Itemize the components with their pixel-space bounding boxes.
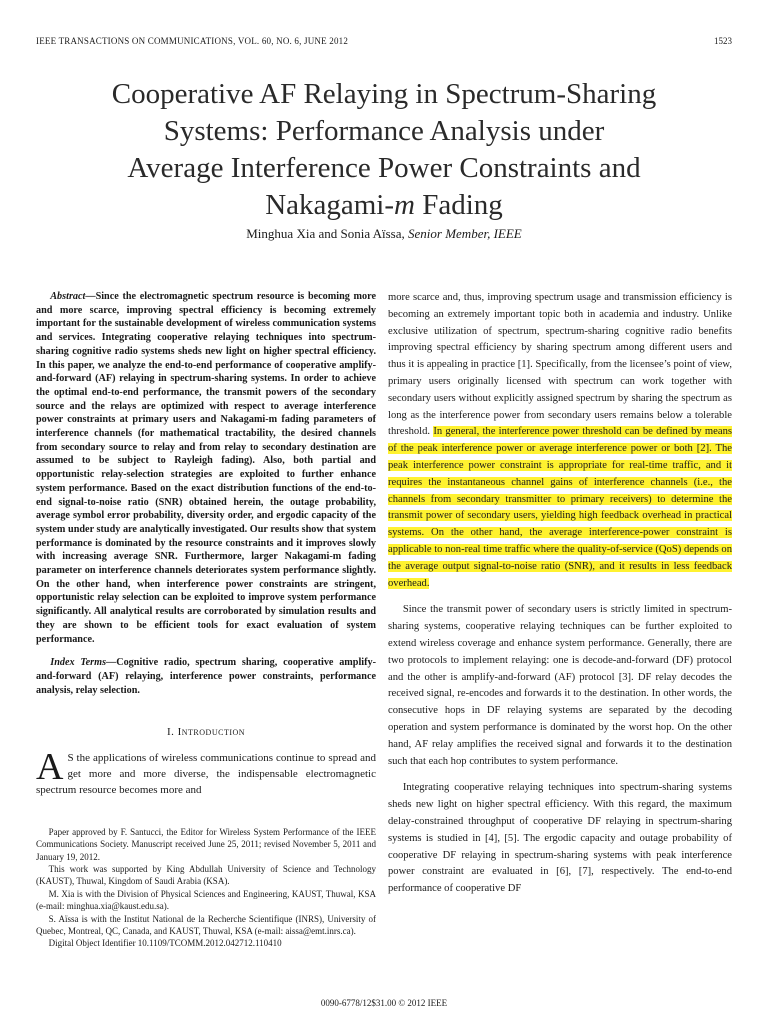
right-column [388, 290, 732, 898]
title-line-1: Cooperative AF Relaying in Spectrum-Sharing [111, 78, 657, 110]
author-names: Minghua Xia and Sonia Aïssa, [246, 226, 409, 241]
title-line-4-suffix: Fading [414, 189, 503, 221]
title-line-4 [60, 187, 708, 224]
footnote-approval: Paper approved by F. Santucci, the Editor for Wireless System Performance of the IEEE Communications Society. Manuscript received June 25, 2011; revised November 5, 2011 and January 19, 2012. [36, 826, 376, 862]
page-number: 1523 [714, 36, 732, 46]
title-line-2: Systems: Performance Analysis under [163, 115, 605, 147]
index-terms-label: Index Terms [50, 657, 107, 669]
title-line-3: Average Interference Power Constraints and [127, 152, 641, 184]
drop-cap: A [36, 745, 64, 788]
right-paragraph-1 [388, 290, 732, 592]
section-heading [36, 725, 376, 739]
journal-header: IEEE TRANSACTIONS ON COMMUNICATIONS, VOL. 60, NO. 6, JUNE 2012 [36, 36, 349, 46]
abstract-label: Abstract [50, 291, 86, 302]
index-terms [36, 656, 376, 697]
right-paragraph-2: Since the transmit power of secondary users is strictly limited in spectrum-sharing systems, cooperative relaying techniques can be further exploited to extend wireless coverage and enhance system performance. Generally, there are two protocols to implement relaying: one is decode-and-forward (DF) protocol and the other is amplify-and-forward (AF) protocol [3]. DF relay decodes the received signal, re-encodes and forwards it to the destination. In other words, the consecutive hops in DF relaying systems are separated by the decoding operation and system performance is dominated by the worst hop. On the other hand, AF relay amplifies the received signal and forwards it to the destination such that each hop contributes to system performance. [388, 604, 732, 767]
copyright-footer: 0090-6778/12$31.00 © 2012 IEEE [320, 998, 448, 1008]
author-line [60, 226, 708, 242]
abstract-text: —Since the electromagnetic spectrum resource is becoming more and more scarce, improving spectral efficiency is becoming extremely important for the sustainable development of wireless communication systems and services. Integrating cooperative relaying techniques into spectrum-sharing cognitive radio systems sheds new light on higher spectral efficiency. In this paper, we analyze the end-to-end performance of cooperative amplify-and-forward (AF) relaying in spectrum-sharing systems. In order to achieve the optimal end-to-end performance, the transmit powers of the secondary source and the relays are optimized with respect to average interference power constraints at primary users and Nakagami-m fading parameters of interference channels (for mathematical tractability, the desired channels from secondary source to relay and from relay to secondary destination are assumed to be subject to Rayleigh fading). Also, both partial and opportunistic relay-selection strategies are exploited to further enhance system performance. Based on the exact distribution functions of the end-to-end signal-to-noise ratio (SNR) obtained herein, the outage probability, average symbol error probability, diversity order, and ergodic capacity of the system under study are analytically investigated. Our results show that system performance is dominated by the resource constraints and it improves slowly with increasing average SNR. Furthermore, larger Nakagami-m fading parameter on interference channels deteriorates system performance slightly. On the other hand, when interference power constraints are stringent, opportunistic relay selection can be exploited to improve system performance significantly. All analytical results are corroborated by simulation results and they are shown to be efficient tools for exact evaluation of system performance. [36, 291, 376, 645]
footnote-author-xia: M. Xia is with the Division of Physical Sciences and Engineering, KAUST, Thuwal, KSA (e-mail: minghua.xia@kaust.edu.sa). [36, 888, 376, 912]
abstract [36, 290, 376, 646]
section-number: I. [166, 726, 178, 739]
left-column [36, 290, 376, 950]
right-paragraph-3: Integrating cooperative relaying techniques into spectrum-sharing systems sheds new light on higher spectral efficiency. With this regard, the maximum delay-constrained throughput of cooperative DF relaying in spectrum-sharing systems is studied in [4], [5]. The ergodic capacity and outage probability of cooperative DF relaying in spectrum-sharing systems with peak interference power constraint are evaluated in [6], [7], respectively. The end-to-end performance of cooperative DF [388, 782, 732, 895]
title-line-4-prefix: Nakagami- [265, 189, 395, 221]
title-math-m: m [394, 189, 415, 221]
intro-paragraph [36, 745, 376, 798]
index-terms-text: —Cognitive radio, spectrum sharing, cooperative amplify-and-forward (AF) relaying, interference power constraints, performance analysis, relay selection. [36, 657, 376, 696]
footnote-funding: This work was supported by King Abdullah University of Science and Technology (KAUST), Thuwal, Kingdom of Saudi Arabia (KSA). [36, 863, 376, 887]
intro-text: S the applications of wireless communications continue to spread and get more and more diverse, the indispensable electromagnetic spectrum resource becomes more and [36, 751, 376, 796]
footnote-author-aissa: S. Aïssa is with the Institut National de la Recherche Scientifique (INRS), University of Quebec, Montreal, QC, Canada, and KAUST, Thuwal, KSA (e-mail: aissa@emt.inrs.ca). [36, 913, 376, 936]
paper-title [60, 76, 708, 224]
highlighted-text: In general, the interference power threshold can be defined by means of the peak interference power or average interference power or both [2]. The peak interference power constraint is appropriate for real-time traffic, and it requires the instantaneous channel gains of interference channels (i.e., the channels from secondary transmitter to primary receivers) to determine the transmit power of secondary users, yielding high feedback overhead in practical systems. On the other hand, the average interference-power constraint is applicable to non-real time traffic where the quality-of-service (QoS) depends on the average output signal-to-noise ratio (SNR), and it results in less feedback overhead. [388, 426, 732, 589]
footnote-doi: Digital Object Identifier 10.1109/TCOMM.2012.042712.110410 [48, 938, 282, 949]
right-p1-text: more scarce and, thus, improving spectrum usage and transmission efficiency is becoming an extremely important topic both in academia and industry. Unlike exclusive utilization of spectrum, spectrum-sharing cognitive radio benefits improving spectral efficiency by sharing spectrum among different users and thus it is appealing in practice [1]. Specifically, from the licensee’s point of view, primary users originally licensed with spectrum can work together with secondary users without explicitly assigned spectrum by sharing the spectrum as long as the interference power from secondary users remains below a tolerable threshold. [388, 292, 732, 438]
author-membership: Senior Member, IEEE [408, 226, 522, 241]
section-title: Introduction [177, 726, 246, 739]
footnotes [36, 826, 376, 950]
